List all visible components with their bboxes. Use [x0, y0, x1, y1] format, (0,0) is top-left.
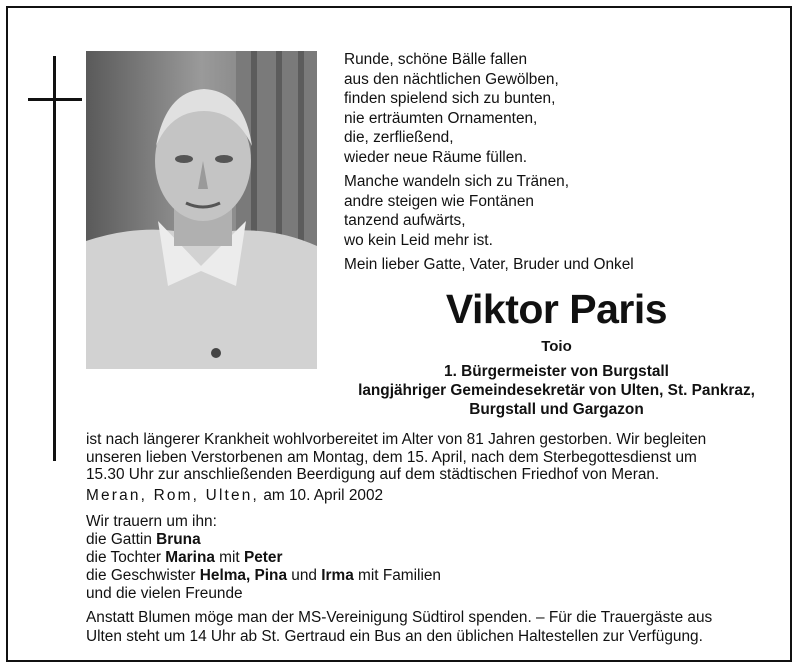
nickname: Toio [541, 338, 572, 355]
title-line: 1. Bürgermeister von Burgstall [444, 363, 669, 380]
poem-stanza-2 [344, 172, 774, 250]
mourners-list [86, 513, 441, 603]
name-bold: Helma, Pina [199, 567, 288, 584]
name-bold: Bruna [156, 531, 201, 548]
mourners-heading: Wir trauern um ihn: [86, 513, 217, 530]
mourner-daughter [86, 549, 441, 567]
poem-line: andre steigen wie Fontänen [344, 192, 534, 210]
poem-line: aus den nächtlichen Gewölben, [344, 70, 559, 88]
label-text: mit [214, 549, 244, 566]
poem-line: Runde, schöne Bälle fallen [344, 51, 528, 68]
body-line: ist nach längerer Krankheit wohlvorbereitet im Alter von 81 Jahren gestorben. Wir begleiten [86, 431, 707, 448]
title-line: Burgstall und Gargazon [469, 401, 644, 418]
poem [344, 50, 774, 250]
label-text: und [287, 567, 322, 584]
poem-line: tanzend aufwärts, [344, 212, 466, 229]
name-bold: Marina [165, 549, 215, 566]
title-line: langjähriger Gemeindesekretär von Ulten, St. Pankraz, [358, 382, 755, 399]
closing-line: Ulten steht um 14 Uhr ab St. Gertraud ein Bus an den üblichen Haltestellen zur Verfügung. [86, 627, 703, 645]
poem-line: Manche wandeln sich zu Tränen, [344, 173, 570, 190]
mourner-siblings [86, 567, 441, 585]
label-text: die Gattin [86, 531, 157, 548]
name-bold: Irma [321, 567, 354, 584]
poem-line: die, zerfließend, [344, 129, 454, 146]
announcement-text [86, 431, 774, 484]
closing-text [86, 609, 774, 646]
body-line: unseren lieben Verstorbenen am Montag, dem 15. April, nach dem Sterbegottesdienst um [86, 448, 697, 466]
poem-line: finden spielend sich zu bunten, [344, 90, 556, 107]
label-text: mit Familien [353, 567, 441, 584]
date: am 10. April 2002 [263, 487, 384, 504]
portrait-photo [86, 51, 317, 369]
deceased-name: Viktor Paris [445, 286, 668, 332]
mourner-friends: und die vielen Freunde [86, 585, 243, 602]
body-line: 15.30 Uhr zur anschließenden Beerdigung auf dem städtischen Friedhof von Meran. [86, 466, 660, 483]
poem-line: wieder neue Räume füllen. [344, 148, 528, 166]
mourner-wife [86, 531, 441, 549]
poem-stanza-1 [344, 50, 774, 167]
label-text: die Geschwister [86, 567, 200, 584]
cross-symbol-horizontal [28, 98, 82, 101]
places: Meran, Rom, Ulten, [86, 487, 260, 504]
closing-line: Anstatt Blumen möge man der MS-Vereinigung Südtirol spenden. – Für die Trauergäste aus [86, 609, 713, 626]
poem-line: wo kein Leid mehr ist. [344, 231, 493, 249]
label-text: die Tochter [86, 549, 166, 566]
name-bold: Peter [243, 549, 283, 566]
cross-symbol-vertical [53, 56, 56, 461]
intro-text: Mein lieber Gatte, Vater, Bruder und Onkel [344, 256, 634, 273]
place-date-line [86, 487, 383, 505]
titles-block [344, 362, 769, 419]
poem-line: nie erträumten Ornamenten, [344, 109, 538, 127]
